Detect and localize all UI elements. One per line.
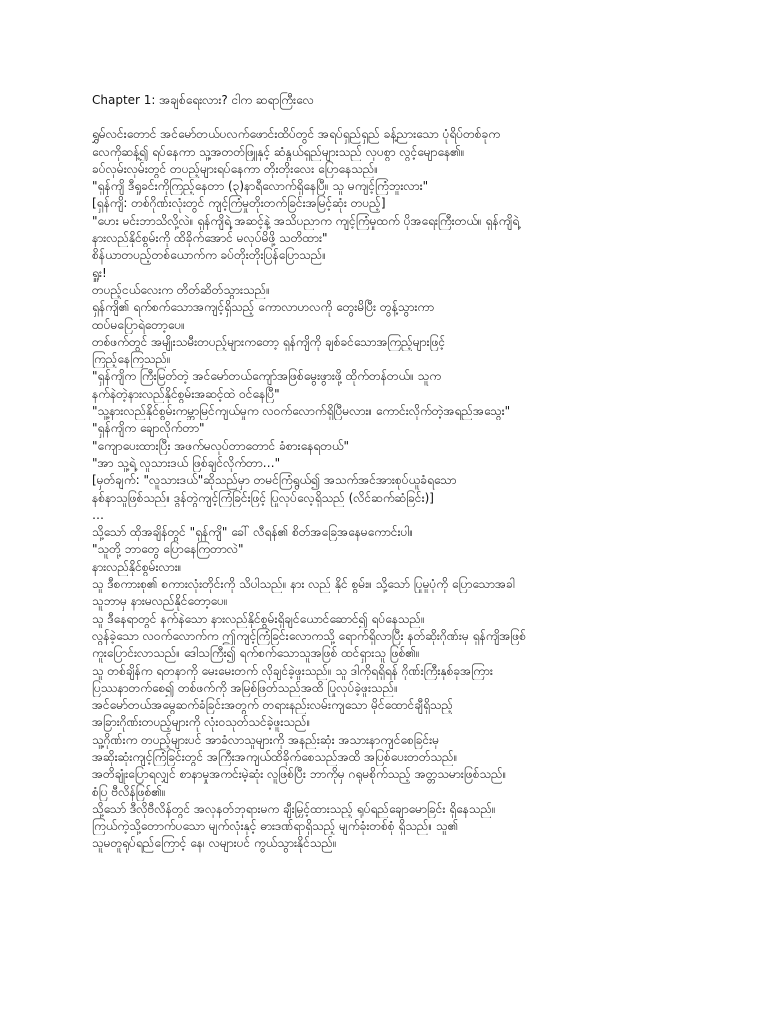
text-line: "သူ့နားလည်နိုင်စွမ်းကမ္ဘာမြင်ကျယ်မှုက လဝက်လောက်ရှိပြီမလား။ ကောင်းလိုက်တဲ့အရည်အသွေး" [92,404,511,419]
text-line: သို့သော် ဒီလိုဗီလိန်တွင် အလှနတ်ဘုရားမက ချီးမြှင့်ထားသည့် ရုပ်ရည်ချောမောခြင်း ရှိနေသည်။ [92,801,496,816]
chapter-title: Chapter 1: အချစ်ရေးလား? ငါက ဆရာကြီးလေ [92,93,314,107]
text-line: စိန်ယာတပည့်တစ်ယောက်က ခပ်တိုးတိုးပြန်ပြောသည်။ [92,248,327,263]
text-line: "ရှန်ကျိ ဒီရှုခင်းကိုကြည့်နေတာ (၃)နာရီလောက်ရှိနေပြီ။ သူ မကျင့်ကြံဘူးလား" [92,179,429,194]
text-line: ထပ်မပြောရဲတော့ပေ။ [92,317,185,332]
text-line: နားလည်နိုင်စွမ်းကို ထိခိုက်အောင် မလုပ်မိဖို့ သတိထား" [92,231,328,246]
text-line: "ရှန်ကျိက ကြီးမြတ်တဲ့ အင်မော်တယ်ကျော်အဖြစ်မွေးဖွားဖို့ ထိုက်တန်တယ်။ သူက [92,369,441,384]
text-line: ကြည့်နေကြသည်။ [92,352,171,367]
text-line: ကြယ်ကဲ့သို့တောက်ပသော မျက်လုံးနှင့် ဓားဒဏ်ရာရှိသည့် မျက်ခုံးတစ်စုံ ရှိသည်။ သူ၏ [92,819,459,834]
text-line: ရှူး! [92,265,107,280]
text-line: သူ ဒီနေရာတွင် နက်နဲသော နားလည်နိုင်စွမ်းရှိချင်ယောင်ဆောင်၍ ရပ်နေသည်။ [92,611,425,626]
text-line: "သူတို့ ဘာတွေ ပြောနေကြတာလဲ" [92,542,244,557]
text-line: သူ ဒီစကားစု၏ စကားလုံးတိုင်းကို သိပါသည်။ နား လည် နိုင် စွမ်း။ သို့သော် ပြုမူပုံကို ပြောသောအခါ [92,577,515,592]
text-line: "ကျောပေးထားပြီး အဖက်မလုပ်တာတောင် ခံစားနေရတယ်" [92,438,350,453]
text-line: ခပ်လှမ်းလှမ်းတွင် တပည့်များရပ်နေကာ တိုးတိုးလေး ပြောနေသည်။ [92,161,379,176]
text-line: တစ်ဖက်တွင် အမျိုးသမီးတပည့်များကတော့ ရှန်ကျိကို ချစ်ခင်သောအကြည့်များဖြင့် [92,334,446,349]
text-line: လွန်ခဲ့သော လဝက်လောက်က ဤကျင့်ကြံခြင်းလောကသို့ ရောက်ရှိလာပြီး နတ်ဆိုးဂိုဏ်းမှ ရှန်ကျိအဖြစ် [92,628,527,643]
text-line: သူ့ဂိုဏ်းက တပည့်များပင် အာခံလာသူများကို အနည်းဆုံး အသားနာကျင်စေခြင်းမှ [92,732,440,747]
text-line: စံပြ ဗီလိန်ဖြစ်၏။ [92,784,166,799]
text-line: အဆိုးဆုံးကျင့်ကြံခြင်းတွင် အကြီးအကျယ်ထိခိုက်စေသည်အထိ အပြစ်ပေးတတ်သည်။ [92,749,458,764]
text-line: အင်မော်တယ်အမွေဆက်ခံခြင်းအတွက် တရားနည်းလမ်းကျသော မိုင်ထောင်ချီရှိသည့် [92,698,454,713]
text-line: ရှန်ကျိ၏ ရက်စက်သောအကျင့်ရှိသည့် ကောလာဟလကို တွေးမိပြီး တွန့်သွားကာ [92,300,435,315]
text-line: သူမတူရုပ်ရည်ကြောင့် နေ၊ လများပင် ကွယ်သွားနိုင်သည်။ [92,836,337,851]
text-line: တပည့်ငယ်လေးက တိတ်ဆိတ်သွားသည်။ [92,282,270,297]
text-line: သူ တစ်ချိန်က ရတနာကို မေးမေးတက် လိုချင်ခဲ့ဖူးသည်။ သူ ဒါကိုရရှိရန် ဂိုဏ်းကြီးနှစ်ခုအကြား [92,663,493,678]
text-line: သို့သော် ထိုအချိန်တွင် "ရှန်ကျိ" ခေါ် လီရန်၏ စိတ်အခြေအနေမကောင်းပါ။ [92,525,414,540]
text-line: [မှတ်ချက်: "လူသားဒယ်"ဆိုသည်မှာ တမင်ကြံရွယ်၍ အသက်အင်အားစုပ်ယူခံရသော [92,473,457,488]
text-line: … [92,507,104,522]
text-line: "ဟေး မင်းဘာသိလို့လဲ။ ရှန်ကျိရဲ့ အဆင့်နဲ့ အသိပညာက ကျင့်ကြံမှုထက် ပိုအရေးကြီးတယ်။ ရှန်ကျိရဲ့ [92,213,520,228]
text-line: နစ်နာသူဖြစ်သည်။ ဒွန်တွဲကျင့်ကြံခြင်းဖြင့် ပြုလုပ်လေ့ရှိသည် (လိင်ဆက်ဆံခြင်း)] [92,490,434,505]
text-line: "ရှန်ကျိက ချောလိုက်တာ" [92,421,205,436]
text-line: ကူးပြောင်းလာသည်။ ဒေါသကြီး၍ ရက်စက်သောသူအဖြစ် ထင်ရှားသူ ဖြစ်၏။ [92,646,420,661]
text-line: အခြားဂိုဏ်းတပည့်များကို လုံးဝသုတ်သင်ခဲ့ဖူးသည်။ [92,715,311,730]
text-line: သူဘာမှ နားမလည်နိုင်တော့ပေ။ [92,594,228,609]
text-line: နက်နဲတဲ့နားလည်နိုင်စွမ်းအဆင့်ထဲ ဝင်နေပြီ" [92,386,280,401]
text-line: ရွှမ်လင်းတောင် အင်မော်တယ်ပလက်ဖောင်းထိပ်တွင် အရပ်ရှည်ရှည် ခန့်ညားသော ပုံရိပ်တစ်ခုက [92,127,501,142]
text-line: နားလည်နိုင်စွမ်းလား။ [92,559,182,574]
text-line: အတိချုံးပြောရလျှင် စာနာမှုအကင်းမဲ့ဆုံး လူဖြစ်ပြီး ဘာကိုမှ ဂရုမစိုက်သည့် အတ္တသမားဖြစ်သည်။ [92,767,507,782]
text-line: "အာ သူ့ရဲ့ လူသားဒယ် ဖြစ်ချင်လိုက်တာ…" [92,455,281,470]
text-line: [ရှန်ကျိ: တစ်ဂိုဏ်းလုံးတွင် ကျင့်ကြံမှုတိုးတက်ခြင်းအမြင့်ဆုံး တပည့်] [92,196,386,211]
document-body [92,92,678,853]
text-line: ပြဿနာတက်စေ၍ တစ်ဖက်ကို အမြစ်ဖြတ်သည်အထိ ပြုလုပ်ခဲ့ဖူးသည်။ [92,680,398,695]
paragraph-lines [92,126,678,852]
text-line: လေကိုဆန့်၍ ရပ်နေကာ သူ့အတတ်ဖြူနှင့် ဆံနွယ်ရှည်များသည် လှပစွာ လွင့်မျောနေ၏။ [92,144,465,159]
